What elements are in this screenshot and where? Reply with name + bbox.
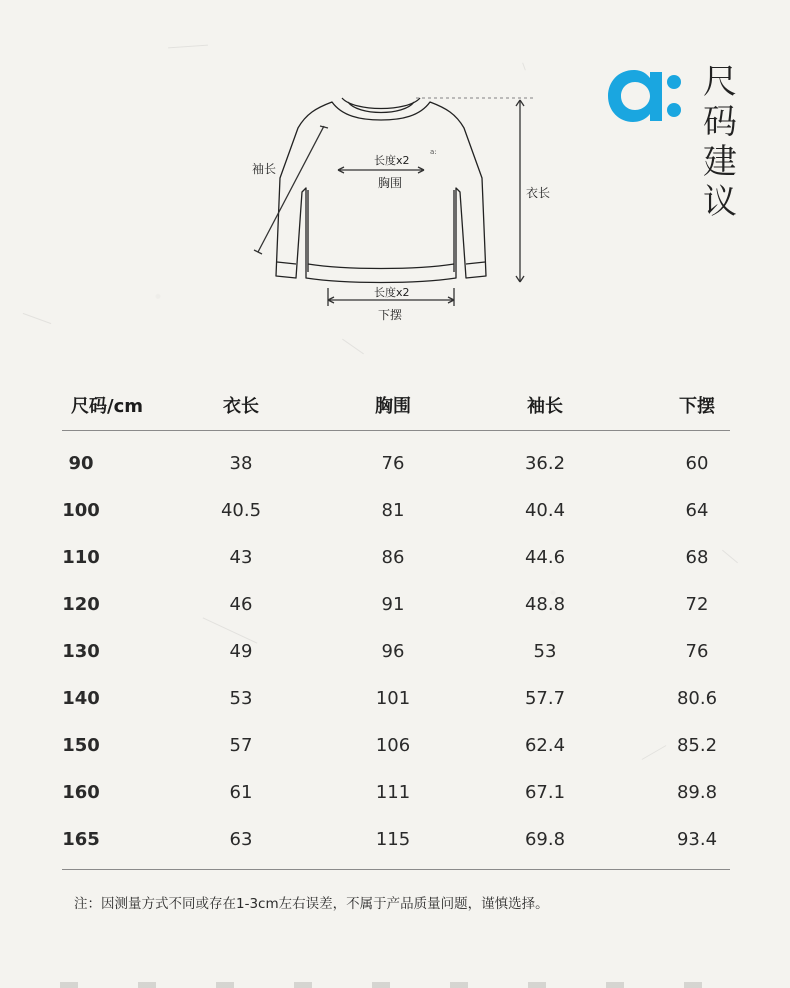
table-divider-bottom <box>62 869 730 870</box>
value-cell: 43 <box>229 547 253 568</box>
value-cell: 101 <box>375 688 411 709</box>
value-cell: 93.4 <box>676 829 718 850</box>
chest-label: 胸围 <box>378 176 403 190</box>
value-cell: 85.2 <box>676 735 718 756</box>
header-hem: 下摆 <box>679 396 715 417</box>
value-cell: 64 <box>685 500 709 521</box>
table-row <box>62 581 730 628</box>
value-cell: 40.5 <box>220 500 262 521</box>
size-cell: 150 <box>62 735 100 756</box>
value-cell: 48.8 <box>524 594 566 615</box>
size-cell: 130 <box>62 641 100 662</box>
value-cell: 111 <box>375 782 411 803</box>
value-cell: 86 <box>381 547 405 568</box>
chest-measure-label: 长度x2 <box>374 154 410 167</box>
header-size: 尺码/cm <box>71 396 143 417</box>
value-cell: 53 <box>533 641 557 662</box>
value-cell: 67.1 <box>524 782 566 803</box>
value-cell: 63 <box>229 829 253 850</box>
size-cell: 160 <box>62 782 100 803</box>
table-row <box>62 722 730 769</box>
value-cell: 44.6 <box>524 547 566 568</box>
size-table <box>62 376 730 863</box>
title-char: 尺 <box>703 62 737 102</box>
table-divider-top <box>62 430 730 431</box>
value-cell: 36.2 <box>524 453 566 474</box>
value-cell: 89.8 <box>676 782 718 803</box>
value-cell: 61 <box>229 782 253 803</box>
value-cell: 46 <box>229 594 253 615</box>
header-sleeve: 袖长 <box>527 396 563 417</box>
value-cell: 68 <box>685 547 709 568</box>
value-cell: 49 <box>229 641 253 662</box>
table-row <box>62 816 730 863</box>
page-title <box>700 62 740 222</box>
value-cell: 38 <box>229 453 253 474</box>
hem-measure-label: 长度x2 <box>374 286 410 299</box>
value-cell: 53 <box>229 688 253 709</box>
disclaimer-note: 注：因测量方式不同或存在1-3cm左右误差，不属于产品质量问题，谨慎选择。 <box>74 896 549 912</box>
value-cell: 106 <box>375 735 411 756</box>
size-cell: 90 <box>68 453 94 474</box>
size-cell: 165 <box>62 829 100 850</box>
header-length: 衣长 <box>223 396 259 417</box>
table-row <box>62 534 730 581</box>
title-char: 议 <box>703 182 737 222</box>
table-body <box>62 440 730 863</box>
chest-logo-mark: a: <box>430 148 437 156</box>
sleeve-label: 袖长 <box>252 162 277 176</box>
size-cell: 140 <box>62 688 100 709</box>
table-row <box>62 769 730 816</box>
table-row <box>62 675 730 722</box>
header-chest: 胸围 <box>375 396 411 417</box>
value-cell: 91 <box>381 594 405 615</box>
table-row <box>62 487 730 534</box>
value-cell: 96 <box>381 641 405 662</box>
garment-diagram <box>236 88 566 328</box>
value-cell: 76 <box>685 641 709 662</box>
hem-label: 下摆 <box>378 308 403 322</box>
value-cell: 76 <box>381 453 405 474</box>
value-cell: 60 <box>685 453 709 474</box>
size-cell: 100 <box>62 500 100 521</box>
title-char: 码 <box>703 102 737 142</box>
value-cell: 81 <box>381 500 405 521</box>
value-cell: 69.8 <box>524 829 566 850</box>
value-cell: 57.7 <box>524 688 566 709</box>
table-row <box>62 440 730 487</box>
size-cell: 110 <box>62 547 100 568</box>
next-section-edge <box>60 982 740 988</box>
value-cell: 40.4 <box>524 500 566 521</box>
length-label: 衣长 <box>526 186 551 200</box>
title-char: 建 <box>703 142 737 182</box>
value-cell: 80.6 <box>676 688 718 709</box>
brand-logo <box>606 66 686 126</box>
value-cell: 72 <box>685 594 709 615</box>
value-cell: 62.4 <box>524 735 566 756</box>
size-cell: 120 <box>62 594 100 615</box>
table-row <box>62 628 730 675</box>
value-cell: 57 <box>229 735 253 756</box>
table-header <box>62 376 730 430</box>
value-cell: 115 <box>375 829 411 850</box>
